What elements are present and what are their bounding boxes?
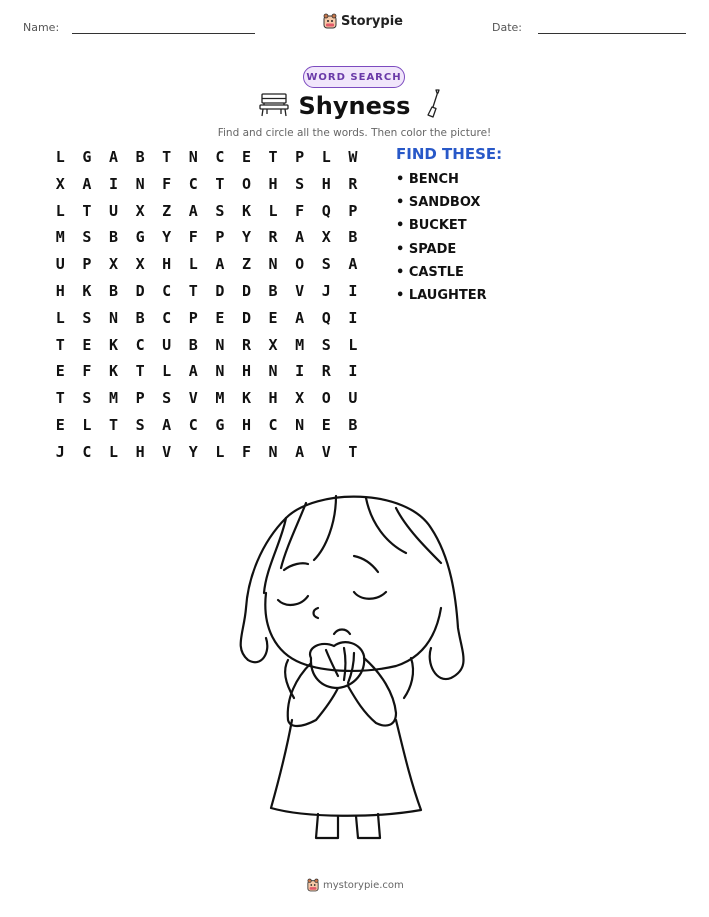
grid-row (47, 360, 366, 387)
grid-letter[interactable]: V (162, 442, 172, 461)
grid-letter[interactable]: H (135, 442, 145, 461)
grid-letter[interactable]: P (348, 201, 358, 220)
grid-letter[interactable]: B (348, 228, 358, 247)
word-list-item: • BUCKET (396, 218, 467, 234)
grid-letter[interactable]: N (108, 308, 118, 327)
grid-letter[interactable]: C (162, 281, 172, 300)
grid-letter[interactable]: J (55, 442, 65, 461)
grid-letter[interactable]: Y (162, 228, 172, 247)
grid-letter[interactable]: A (162, 415, 172, 434)
grid-letter[interactable]: D (241, 281, 251, 300)
grid-letter[interactable]: N (295, 415, 305, 434)
footer (307, 878, 404, 892)
grid-letter[interactable]: P (295, 148, 305, 166)
grid-letter[interactable]: Y (188, 442, 198, 461)
grid-letter[interactable]: L (162, 362, 172, 381)
grid-row (47, 387, 366, 414)
grid-letter[interactable]: O (241, 174, 251, 193)
grid-letter[interactable]: A (295, 442, 305, 461)
grid-letter[interactable]: M (108, 389, 118, 408)
grid-letter[interactable]: S (295, 174, 305, 193)
storypie-logo-icon (323, 13, 337, 29)
grid-row (47, 414, 366, 441)
grid-letter[interactable]: O (321, 389, 331, 408)
grid-letter[interactable]: S (82, 228, 92, 247)
grid-letter[interactable]: D (215, 281, 225, 300)
shovel-icon (424, 88, 444, 120)
grid-letter[interactable]: F (295, 201, 305, 220)
find-these-heading: FIND THESE: (396, 145, 503, 163)
word-search-badge: WORD SEARCH (303, 66, 405, 88)
word-list-item: • SPADE (396, 241, 457, 257)
grid-letter[interactable]: M (215, 389, 225, 408)
grid-letter[interactable]: H (241, 362, 251, 381)
grid-row (47, 280, 366, 307)
grid-row (47, 200, 366, 227)
grid-letter[interactable]: P (82, 255, 92, 274)
brand-name: Storypie (341, 13, 403, 29)
name-line[interactable] (72, 33, 255, 34)
grid-letter[interactable]: A (295, 228, 305, 247)
grid-letter[interactable]: F (241, 442, 251, 461)
grid-letter[interactable]: S (321, 255, 331, 274)
grid-letter[interactable]: H (55, 281, 65, 300)
grid-letter[interactable]: C (268, 415, 278, 434)
grid-letter[interactable]: B (348, 415, 358, 434)
grid-letter[interactable]: L (55, 308, 65, 327)
grid-letter[interactable]: B (108, 281, 118, 300)
grid-letter[interactable]: H (162, 255, 172, 274)
grid-letter[interactable]: L (188, 255, 198, 274)
grid-letter[interactable]: N (215, 335, 225, 354)
grid-letter[interactable]: N (268, 255, 278, 274)
grid-letter[interactable]: E (82, 335, 92, 354)
grid-letter[interactable]: Z (241, 255, 251, 274)
grid-letter[interactable]: T (82, 201, 92, 220)
grid-letter[interactable]: N (215, 362, 225, 381)
grid-letter[interactable]: U (162, 335, 172, 354)
grid-letter[interactable]: T (108, 415, 118, 434)
grid-letter[interactable]: D (241, 308, 251, 327)
grid-letter[interactable]: S (135, 415, 145, 434)
word-list-item: • BENCH (396, 172, 459, 187)
grid-letter[interactable]: Z (162, 201, 172, 220)
grid-letter[interactable]: E (268, 308, 278, 327)
grid-letter[interactable]: L (215, 442, 225, 461)
word-list (396, 172, 487, 311)
instructions: Find and circle all the words. Then color the picture! (217, 127, 492, 139)
grid-letter[interactable]: B (135, 148, 145, 166)
grid-letter[interactable]: L (268, 201, 278, 220)
grid-letter[interactable]: X (135, 255, 145, 274)
grid-letter[interactable]: F (188, 228, 198, 247)
grid-letter[interactable]: A (295, 308, 305, 327)
grid-row (47, 146, 366, 173)
word-search-grid[interactable] (47, 146, 366, 468)
grid-letter[interactable]: L (321, 148, 331, 166)
grid-letter[interactable]: M (295, 335, 305, 354)
date-label: Date: (492, 21, 522, 34)
grid-letter[interactable]: J (321, 281, 331, 300)
grid-letter[interactable]: K (108, 335, 118, 354)
grid-letter[interactable]: F (162, 174, 172, 193)
grid-letter[interactable]: O (295, 255, 305, 274)
grid-letter[interactable]: P (135, 389, 145, 408)
grid-letter[interactable]: K (82, 281, 92, 300)
grid-letter[interactable]: C (82, 442, 92, 461)
word-list-item: • SANDBOX (396, 195, 481, 211)
grid-row (47, 173, 366, 200)
grid-row (47, 226, 366, 253)
grid-letter[interactable]: G (135, 228, 145, 247)
grid-letter[interactable]: E (55, 415, 65, 434)
grid-letter[interactable]: S (321, 335, 331, 354)
grid-letter[interactable]: H (268, 174, 278, 193)
grid-letter[interactable]: V (295, 281, 305, 300)
grid-letter[interactable]: I (348, 362, 358, 381)
grid-letter[interactable]: W (348, 148, 358, 166)
grid-letter[interactable]: T (162, 148, 172, 166)
grid-letter[interactable]: T (268, 148, 278, 166)
grid-letter[interactable]: T (55, 389, 65, 408)
grid-letter[interactable]: K (241, 389, 251, 408)
word-list-item: • CASTLE (396, 264, 464, 280)
grid-letter[interactable]: R (241, 335, 251, 354)
grid-letter[interactable]: T (188, 281, 198, 300)
grid-letter[interactable]: I (108, 174, 118, 193)
grid-letter[interactable]: L (348, 335, 358, 354)
grid-row (47, 253, 366, 280)
grid-letter[interactable]: A (348, 255, 358, 274)
grid-letter[interactable]: D (135, 281, 145, 300)
grid-letter[interactable]: C (215, 148, 225, 166)
grid-letter[interactable]: A (108, 148, 118, 166)
grid-letter[interactable]: R (321, 362, 331, 381)
grid-letter[interactable]: T (55, 335, 65, 354)
grid-letter[interactable]: A (215, 255, 225, 274)
grid-letter[interactable]: S (82, 389, 92, 408)
grid-letter[interactable]: B (188, 335, 198, 354)
grid-letter[interactable]: M (55, 228, 65, 247)
grid-letter[interactable]: P (188, 308, 198, 327)
grid-letter[interactable]: V (188, 389, 198, 408)
grid-letter[interactable]: I (348, 308, 358, 327)
grid-letter[interactable]: H (321, 174, 331, 193)
grid-letter[interactable]: E (321, 415, 331, 434)
grid-letter[interactable]: X (321, 228, 331, 247)
brand (323, 13, 403, 29)
name-label: Name: (23, 21, 60, 34)
grid-letter[interactable]: T (348, 442, 358, 461)
grid-letter[interactable]: Y (241, 228, 251, 247)
grid-letter[interactable]: H (241, 415, 251, 434)
grid-letter[interactable]: H (268, 389, 278, 408)
grid-letter[interactable]: S (215, 201, 225, 220)
grid-letter[interactable]: B (108, 228, 118, 247)
grid-letter[interactable]: L (108, 442, 118, 461)
grid-letter[interactable]: N (135, 174, 145, 193)
shy-girl-illustration (226, 488, 476, 853)
grid-letter[interactable]: N (268, 362, 278, 381)
grid-letter[interactable]: K (108, 362, 118, 381)
grid-letter[interactable]: L (55, 148, 65, 166)
grid-letter[interactable]: P (215, 228, 225, 247)
word-list-item: • LAUGHTER (396, 287, 487, 303)
grid-letter[interactable]: C (188, 415, 198, 434)
grid-letter[interactable]: U (348, 389, 358, 408)
grid-row (47, 334, 366, 361)
grid-letter[interactable]: B (135, 308, 145, 327)
grid-letter[interactable]: X (55, 174, 65, 193)
grid-letter[interactable]: L (82, 415, 92, 434)
grid-letter[interactable]: X (268, 335, 278, 354)
grid-letter[interactable]: B (268, 281, 278, 300)
grid-letter[interactable]: Q (321, 201, 331, 220)
grid-letter[interactable]: R (348, 174, 358, 193)
grid-letter[interactable]: G (82, 148, 92, 166)
grid-letter[interactable]: I (348, 281, 358, 300)
grid-letter[interactable]: A (82, 174, 92, 193)
grid-letter[interactable]: E (215, 308, 225, 327)
grid-letter[interactable]: Q (321, 308, 331, 327)
grid-row (47, 441, 366, 468)
grid-letter[interactable]: C (162, 308, 172, 327)
grid-letter[interactable]: X (135, 201, 145, 220)
grid-letter[interactable]: G (215, 415, 225, 434)
grid-letter[interactable]: A (188, 201, 198, 220)
grid-letter[interactable]: R (268, 228, 278, 247)
date-line[interactable] (538, 33, 686, 34)
grid-letter[interactable]: A (188, 362, 198, 381)
grid-letter[interactable]: T (135, 362, 145, 381)
grid-letter[interactable]: T (215, 174, 225, 193)
grid-letter[interactable]: E (55, 362, 65, 381)
grid-letter[interactable]: C (135, 335, 145, 354)
grid-letter[interactable]: X (295, 389, 305, 408)
page-title: Shyness (298, 92, 411, 120)
grid-letter[interactable]: U (108, 201, 118, 220)
grid-letter[interactable]: X (108, 255, 118, 274)
grid-letter[interactable]: I (295, 362, 305, 381)
grid-letter[interactable]: N (268, 442, 278, 461)
grid-letter[interactable]: F (82, 362, 92, 381)
grid-letter[interactable]: E (241, 148, 251, 166)
grid-letter[interactable]: C (188, 174, 198, 193)
storypie-logo-icon (307, 878, 319, 892)
grid-letter[interactable]: S (82, 308, 92, 327)
grid-letter[interactable]: U (55, 255, 65, 274)
grid-letter[interactable]: V (321, 442, 331, 461)
grid-letter[interactable]: N (188, 148, 198, 166)
footer-url[interactable]: mystorypie.com (323, 879, 404, 891)
grid-letter[interactable]: L (55, 201, 65, 220)
grid-letter[interactable]: S (162, 389, 172, 408)
grid-row (47, 307, 366, 334)
grid-letter[interactable]: K (241, 201, 251, 220)
